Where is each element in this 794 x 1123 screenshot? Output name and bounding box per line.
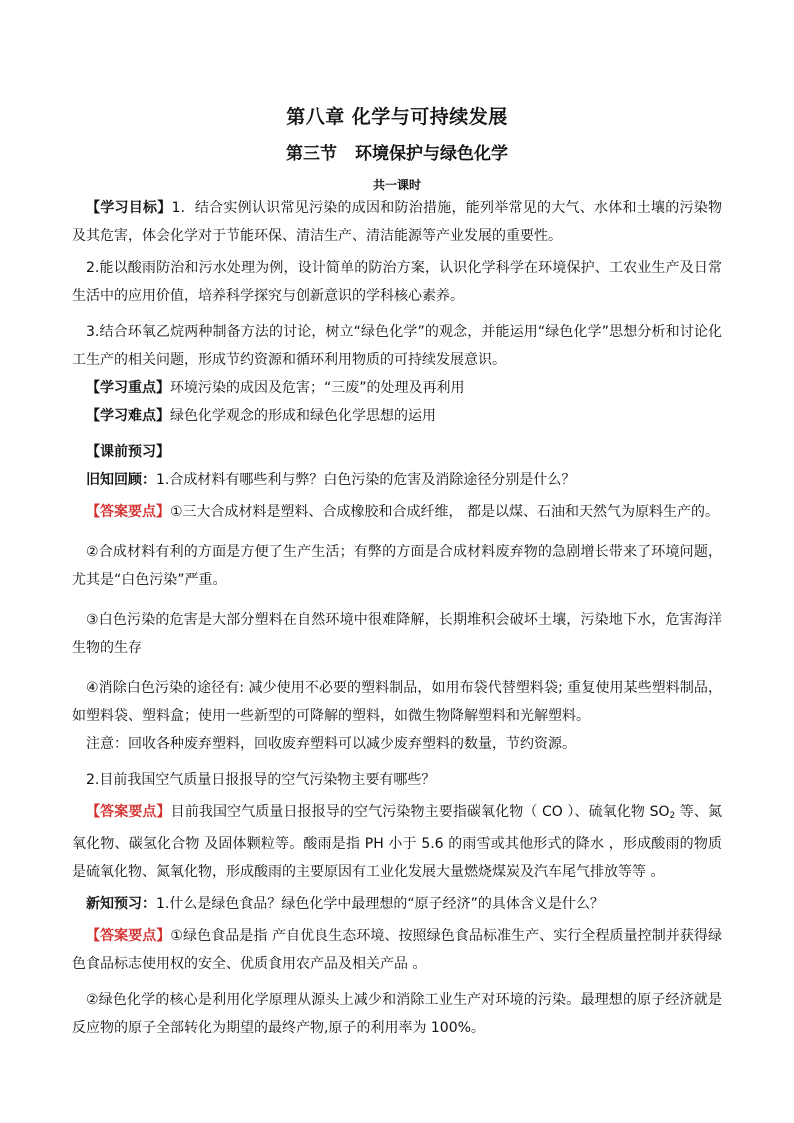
review-question-2 bbox=[72, 766, 722, 794]
chapter-title: 第八章 化学与可持续发展 bbox=[286, 106, 508, 128]
answer-3-1-text: ①绿色食品是指 产自优良生态环境、按照绿色食品标准生产、实行全程质量控制并获得绿色食品标志使用权的安全、优质食用农产品及相关产品 。 bbox=[72, 928, 723, 972]
answer-1-3-text: ③白色污染的危害是大部分塑料在自然环境中很难降解，长期堆积会破坏土壤，污染地下水，危害海洋生物的生存 bbox=[72, 612, 722, 656]
section-title: 第三节 环境保护与绿色化学 bbox=[286, 144, 508, 164]
answer-1-1 bbox=[72, 498, 722, 526]
objective-3 bbox=[72, 318, 722, 374]
new-question-1 bbox=[72, 890, 722, 918]
answer-1-3 bbox=[72, 606, 722, 662]
key-points-tag: 【学习重点】 bbox=[86, 380, 170, 396]
key-points bbox=[72, 374, 722, 402]
difficulties bbox=[72, 402, 722, 430]
so2-subscript: 2 bbox=[669, 811, 676, 821]
question-2-text: 2.目前我国空气质量日报报导的空气污染物主要有哪些？ bbox=[86, 772, 436, 788]
objective-3-text: 3.结合环氧乙烷两种制备方法的讨论，树立“绿色化学”的观念，并能运用“绿色化学”思想分析和讨论化工生产的相关问题，形成节约资源和循环利用物质的可持续发展意识。 bbox=[72, 324, 722, 368]
answer-3-2 bbox=[72, 986, 722, 1042]
answer-1-2-text: ②合成材料有利的方面是方便了生产生活；有弊的方面是合成材料废弃物的急剧增长带来了环境问题，尤其是“白色污染”严重。 bbox=[72, 544, 722, 588]
answer-1-note bbox=[72, 730, 722, 758]
objectives-tag: 【学习目标】 bbox=[86, 200, 172, 216]
answer-1-4 bbox=[72, 674, 722, 730]
review-label: 旧知回顾： bbox=[86, 472, 156, 488]
class-period: 共一课时 bbox=[372, 178, 421, 192]
key-points-text: 环境污染的成因及危害；“三废”的处理及再利用 bbox=[170, 380, 465, 396]
answer-2-part-2: 等、氮氧化物、碳氢化合物 及固体颗粒等。酸雨是指 PH 小于 5.6 的雨雪或其他形式的降水 ，形成酸雨的物质是硫氧化物、氮氧化物，形成酸雨的主要原因有工业化发展大量燃烧煤炭及汽车尾气排放等等 。 bbox=[72, 804, 722, 880]
objective-2-text: 2.能以酸雨防治和污水处理为例，设计简单的防治方案，认识化学科学在环境保护、工农业生产及日常生活中的应用价值，培养科学探究与创新意识的学科核心素养。 bbox=[72, 260, 722, 304]
objective-1 bbox=[72, 194, 722, 250]
answer-1-note-text: 注意：回收各种废弃塑料，回收废弃塑料可以减少废弃塑料的数量，节约资源。 bbox=[86, 736, 576, 752]
answer-1-4-text: ④消除白色污染的途径有: 减少使用不必要的塑料制品，如用布袋代替塑料袋; 重复使用某些塑料制品，如塑料袋、塑料盒；使用一些新型的可降解的塑料，如微生物降解塑料和光解塑料。 bbox=[72, 680, 722, 724]
answer-3-1 bbox=[72, 922, 722, 978]
answer-1-2 bbox=[72, 538, 722, 594]
answer-2-part-1: 目前我国空气质量日报报导的空气污染物主要指碳氧化物（ CO ）、硫氧化物 SO bbox=[170, 804, 670, 820]
preview-tag: 【课前预习】 bbox=[86, 444, 170, 460]
preview-heading bbox=[72, 438, 722, 466]
question-1-text: 1.合成材料有哪些利与弊？白色污染的危害及消除途径分别是什么？ bbox=[156, 472, 576, 488]
answer-tag: 【答案要点】 bbox=[86, 504, 170, 520]
answer-3-2-text: ②绿色化学的核心是利用化学原理从源头上减少和消除工业生产对环境的污染。最理想的原子经济就是反应物的原子全部转化为期望的最终产物,原子的利用率为 100%。 bbox=[72, 992, 722, 1036]
answer-2 bbox=[72, 798, 722, 886]
question-3-text: 1.什么是绿色食品？绿色化学中最理想的“原子经济”的具体含义是什么？ bbox=[156, 896, 604, 912]
new-label: 新知预习： bbox=[86, 896, 156, 912]
objective-1-text: 1．结合实例认识常见污染的成因和防治措施，能列举常见的大气、水体和土壤的污染物及其危害，体会化学对于节能环保、清洁生产、清洁能源等产业发展的重要性。 bbox=[72, 200, 723, 244]
difficulties-text: 绿色化学观念的形成和绿色化学思想的运用 bbox=[170, 408, 436, 424]
answer-tag-2: 【答案要点】 bbox=[86, 804, 171, 820]
review-question-1 bbox=[72, 466, 722, 494]
objective-2 bbox=[72, 254, 722, 310]
answer-1-1-text: ①三大合成材料是塑料、合成橡胶和合成纤维， 都是以煤、石油和天然气为原料生产的。 bbox=[170, 504, 719, 520]
difficulties-tag: 【学习难点】 bbox=[86, 408, 170, 424]
document-body bbox=[72, 100, 722, 1042]
answer-tag-3: 【答案要点】 bbox=[86, 928, 171, 944]
